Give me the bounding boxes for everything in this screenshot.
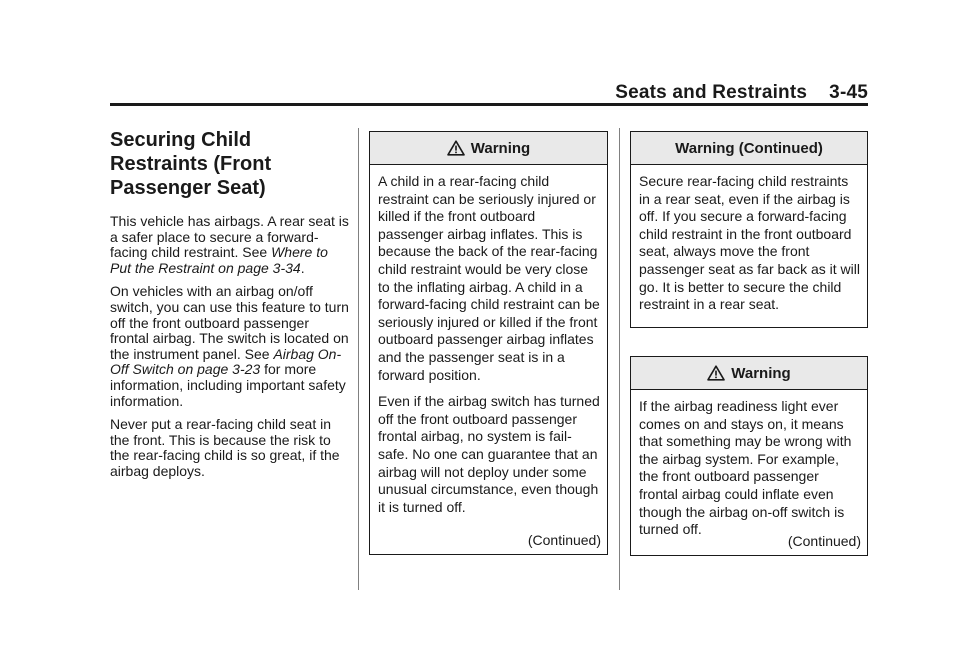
- section-title: Securing Child Restraints (Front Passenger Seat): [110, 129, 272, 199]
- paragraph-text: On vehicles with an airbag on/off switch, you can use this feature to turn off the front outboard passenger frontal airbag. The switch is located on the instrument panel. See: [110, 283, 349, 362]
- warning-box-body: [631, 165, 867, 314]
- warning-paragraph: A child in a rear-facing child restraint can be seriously injured or killed if the front outboard passenger airbag inflates. This is because the back of the rear-facing child restraint would be very close to the inflating airbag. A child in a forward-facing child restraint can be seriously injured or killed if the front outboard passenger airbag inflates and the passenger seat is in a forward position.: [378, 173, 600, 383]
- column-divider: [619, 128, 620, 590]
- warning-heading: Warning: [470, 139, 531, 157]
- column-divider: [358, 128, 359, 590]
- warning-box-header: [370, 132, 607, 165]
- warning-heading: Warning: [731, 364, 791, 382]
- warning-box: [369, 131, 608, 555]
- column-1: [110, 128, 350, 488]
- continued-note: (Continued): [527, 532, 601, 548]
- paragraph-2: [110, 284, 350, 409]
- warning-paragraph: Secure rear-facing child restraints in a rear seat, even if the airbag is off. If you secure a forward-facing child restraint in the front outboard seat, always move the front passenger seat as far back as it will go. It is better to secure the child restraint in a rear seat.: [639, 173, 860, 313]
- warning-box: [630, 356, 868, 556]
- warning-triangle-icon: [447, 140, 465, 156]
- warning-heading: Warning (Continued): [675, 139, 823, 157]
- warning-continued-box: [630, 131, 868, 328]
- paragraph-text: .: [300, 259, 305, 276]
- paragraph-text: for more information, including important safety information.: [110, 361, 346, 409]
- paragraph-3: Never put a rear-facing child seat in the front. This is because the risk to the rear-facing child is so great, if the airbag deploys.: [110, 416, 340, 479]
- warning-paragraph: Even if the airbag switch has turned off the front outboard passenger frontal airbag, no system is fail-safe. No one can guarantee that an airbag will not deploy under some unusual circumstance, even though it is turned off.: [378, 393, 600, 515]
- header-title: Seats and Restraints: [615, 82, 808, 103]
- continued-note: (Continued): [787, 533, 861, 549]
- paragraph-1: [110, 214, 350, 276]
- warning-box-header: [631, 357, 867, 390]
- warning-paragraph: If the airbag readiness light ever comes on and stays on, it means that something may be wrong with the airbag system. For example, the front outboard passenger frontal airbag could inflate even though the airbag on-off switch is turned off.: [639, 398, 852, 538]
- warning-box-body: [631, 390, 867, 539]
- warning-triangle-icon: [707, 365, 725, 381]
- warning-box-header: [631, 132, 867, 165]
- paragraph-text: This vehicle has airbags. A rear seat is a safer place to secure a forward-facing child restraint. See: [110, 213, 349, 261]
- page-header: [615, 82, 868, 104]
- page-number: 3-45: [829, 82, 868, 103]
- cross-reference-link[interactable]: Airbag On-Off Switch on page 3-23: [110, 345, 342, 378]
- warning-box-body: [370, 165, 607, 516]
- cross-reference-link[interactable]: Where to Put the Restraint on page 3-34: [110, 244, 328, 276]
- header-rule: [110, 103, 868, 106]
